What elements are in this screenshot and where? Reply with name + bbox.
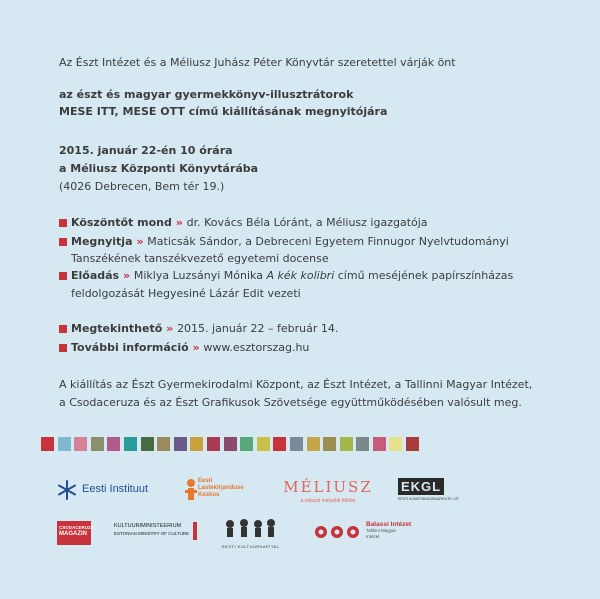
exhibition-subtitle: az észt és magyar gyermekkönyv-illusztrátorok — [59, 88, 354, 101]
logo-text: MÉLIUSZ — [283, 478, 373, 496]
logo-text: EKGL — [398, 478, 444, 495]
bullet-icon — [59, 272, 67, 280]
logo-kultuurkapital — [222, 518, 282, 548]
bullet-icon — [59, 238, 67, 246]
logo-text: Eesti Instituut — [82, 483, 149, 495]
color-swatch — [174, 437, 187, 451]
program-label: Köszöntőt mond — [71, 216, 172, 229]
logo-meliusz — [283, 478, 373, 508]
footer-line-1: A kiállítás az Észt Gyermekirodalmi Központ, az Észt Intézet, a Tallinni Magyar Intézet, — [59, 378, 533, 391]
program-sep: » — [171, 216, 187, 229]
color-swatch — [290, 437, 303, 451]
logo-subtext: a választ mélyebb fölötte — [300, 498, 356, 504]
logo-text: Keskus — [198, 492, 220, 498]
event-address: (4026 Debrecen, Bem tér 19.) — [59, 180, 225, 193]
logo-eesti-instituut — [57, 480, 187, 500]
program-label: Előadás — [71, 269, 120, 282]
logo-csodaceruza — [57, 521, 95, 545]
info-text: 2015. január 22 – február 14. — [177, 322, 339, 335]
program-item-opening — [71, 234, 509, 250]
program-text: Miklya Luzsányi Mónika — [133, 269, 267, 282]
program-text: című meséjének papírszínházas — [334, 269, 514, 282]
logo-text: CSODACERUZA — [59, 525, 95, 530]
logo-subtext: EESTI KUNSTNIKUGRAAFIKUTE LIIT — [398, 497, 459, 501]
logo-text: MAGAZIN — [59, 531, 87, 537]
color-swatch — [340, 437, 353, 451]
event-venue: a Méliusz Központi Könyvtárába — [59, 162, 259, 175]
program-sep: » — [119, 269, 134, 282]
logo-text: Balassi Intézet — [366, 521, 412, 528]
logo-text: EESTI KULTUURKAPITAL — [222, 544, 280, 549]
bullet-icon — [59, 344, 67, 352]
color-swatch — [41, 437, 54, 451]
program-item-welcome — [71, 215, 428, 231]
color-swatch — [307, 437, 320, 451]
info-website — [71, 340, 309, 356]
logo-text: ESTONIAN MINISTRY OF CULTURE — [114, 531, 190, 536]
color-swatch — [74, 437, 87, 451]
color-swatch — [257, 437, 270, 451]
snowflake-icon — [57, 480, 77, 500]
color-swatch — [91, 437, 104, 451]
info-sep: » — [162, 322, 178, 335]
color-swatch — [190, 437, 203, 451]
exhibition-title-bold: MESE ITT, MESE OTT — [59, 105, 185, 118]
info-dates — [71, 321, 338, 337]
info-link[interactable]: www.esztorszag.hu — [203, 341, 310, 354]
info-sep: » — [188, 341, 204, 354]
logo-text: Lastekirjanduse — [198, 485, 244, 491]
program-item-opening-cont: Tanszékének tanszékvezető egyetemi docense — [71, 252, 329, 265]
bullet-icon — [59, 219, 67, 227]
color-swatch — [157, 437, 170, 451]
color-swatch — [240, 437, 253, 451]
logo-kultuuriministeerium — [114, 522, 204, 546]
color-swatch — [124, 437, 137, 451]
logo-text: Eesti — [198, 478, 213, 484]
logo-text: Intézet — [366, 534, 380, 539]
info-label: Megtekinthető — [71, 322, 163, 335]
ornament-icon — [313, 524, 363, 540]
color-swatch — [406, 437, 419, 451]
program-text-italic: A kék kolibri — [266, 269, 335, 282]
color-swatch — [107, 437, 120, 451]
logo-lastekirjanduse — [183, 474, 253, 508]
color-swatch — [373, 437, 386, 451]
program-item-lecture-cont: feldolgozását Hegyesiné Lázár Edit vezeti — [71, 287, 301, 300]
program-text: Maticsák Sándor, a Debreceni Egyetem Finnugor Nyelvtudományi — [147, 235, 509, 248]
logo-text: Tallinni Magyar — [366, 528, 397, 533]
color-swatch — [58, 437, 71, 451]
flag-icon — [193, 522, 197, 540]
event-date: 2015. január 22-én 10 órára — [59, 144, 233, 157]
color-swatch — [356, 437, 369, 451]
program-item-lecture — [71, 268, 513, 284]
figures-icon — [222, 518, 278, 538]
logo-text: KULTUURIMINISTEERIUM — [114, 523, 182, 529]
program-label: Megnyitja — [71, 235, 133, 248]
footer-line-2: a Csodaceruza és az Észt Grafikusok Szövetsége együttműködésében valósult meg. — [59, 396, 522, 409]
exhibition-title — [59, 104, 387, 120]
color-swatch — [207, 437, 220, 451]
color-swatch — [273, 437, 286, 451]
color-strip — [41, 437, 423, 451]
program-sep: » — [132, 235, 148, 248]
figure-icon — [183, 478, 199, 506]
color-swatch — [141, 437, 154, 451]
program-text: dr. Kovács Béla Lóránt, a Méliusz igazgatója — [186, 216, 428, 229]
logo-ekgl — [398, 478, 460, 504]
bullet-icon — [59, 325, 67, 333]
logo-balassi — [313, 520, 433, 546]
intro-line: Az Észt Intézet és a Méliusz Juhász Péter Könyvtár szeretettel várják önt — [59, 56, 456, 69]
color-swatch — [323, 437, 336, 451]
info-label: További információ — [71, 341, 189, 354]
color-swatch — [389, 437, 402, 451]
color-swatch — [224, 437, 237, 451]
exhibition-title-rest: című kiállításának megnyitójára — [184, 105, 388, 118]
